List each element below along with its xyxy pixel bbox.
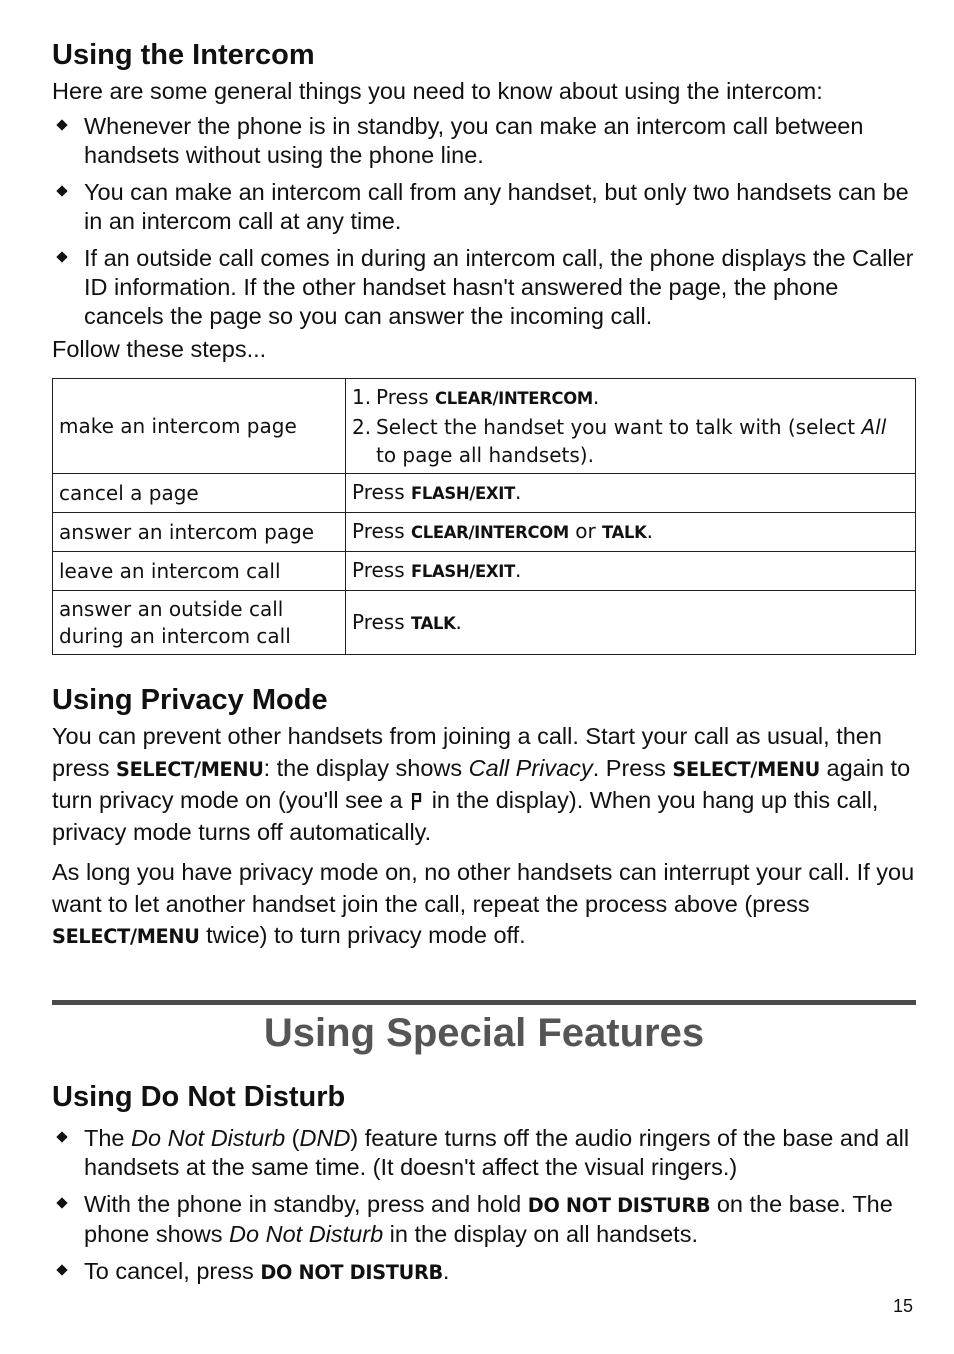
intercom-heading: Using the Intercom [52, 39, 315, 71]
table-cell-label: cancel a page [53, 474, 346, 513]
table-row [53, 591, 916, 655]
diamond-bullet-icon [58, 1199, 67, 1208]
privacy-paragraph-2: As long you have privacy mode on, no other handsets can interrupt your call. If you want to let another handset join the call, repeat the process above (press SELECT/MENU twice) to turn privacy mode off. [52, 859, 915, 948]
diamond-bullet-icon [58, 187, 67, 196]
table-cell-label: answer an outside call during an intercom call [53, 591, 346, 655]
privacy-heading: Using Privacy Mode [52, 684, 328, 716]
table-row [53, 513, 916, 552]
dnd-heading: Using Do Not Disturb [52, 1081, 346, 1113]
table-cell-action: 1. Press CLEAR/INTERCOM. 2. Select the handset you want to talk with (select All to page all handsets). [346, 379, 916, 474]
special-features-title: Using Special Features [263, 1011, 705, 1055]
intercom-bullets [52, 112, 916, 331]
table-cell-action: Press FLASH/EXIT. [346, 474, 916, 513]
table-cell-action: Press CLEAR/INTERCOM or TALK. [346, 513, 916, 552]
intercom-steps-table [52, 378, 916, 655]
list-item: Whenever the phone is in standby, you can make an intercom call between handsets without using the phone line. [52, 112, 916, 170]
page-number: 15 [893, 1296, 914, 1316]
table-cell-action: Press TALK. [346, 591, 916, 655]
follow-steps-text: Follow these steps... [52, 336, 267, 362]
diamond-bullet-icon [58, 121, 67, 130]
dnd-bullets [52, 1124, 916, 1287]
list-item: You can make an intercom call from any handset, but only two handsets can be in an intercom call at any time. [52, 178, 916, 236]
table-cell-label: make an intercom page [53, 379, 346, 474]
list-item: To cancel, press DO NOT DISTURB. [52, 1257, 916, 1287]
table-row [53, 379, 916, 474]
section-divider [52, 1000, 916, 1005]
list-item: The Do Not Disturb (DND) feature turns off the audio ringers of the base and all handsets at the same time. (It doesn't affect the visual ringers.) [52, 1124, 916, 1182]
table-row [53, 474, 916, 513]
table-cell-label: answer an intercom page [53, 513, 346, 552]
table-row [53, 552, 916, 591]
list-item: With the phone in standby, press and hold DO NOT DISTURB on the base. The phone shows Do Not Disturb in the display on all handsets. [52, 1190, 916, 1249]
diamond-bullet-icon [58, 1266, 67, 1275]
table-cell-label: leave an intercom call [53, 552, 346, 591]
table-cell-action: Press FLASH/EXIT. [346, 552, 916, 591]
privacy-paragraph-1: You can prevent other handsets from joining a call. Start your call as usual, then press SELECT/MENU: the display shows Call Privacy. Press SELECT/MENU again to turn privacy mode on (you'll see a in the display). When you hang up this call, privacy mode turns off automatically. [52, 723, 911, 845]
list-item: If an outside call comes in during an intercom call, the phone displays the Caller ID information. If the other handset hasn't answered the page, the phone cancels the page so you can answer the incoming call. [52, 244, 916, 331]
privacy-mode-icon [411, 791, 423, 811]
intercom-intro: Here are some general things you need to know about using the intercom: [52, 78, 823, 104]
diamond-bullet-icon [58, 1133, 67, 1142]
diamond-bullet-icon [58, 253, 67, 262]
